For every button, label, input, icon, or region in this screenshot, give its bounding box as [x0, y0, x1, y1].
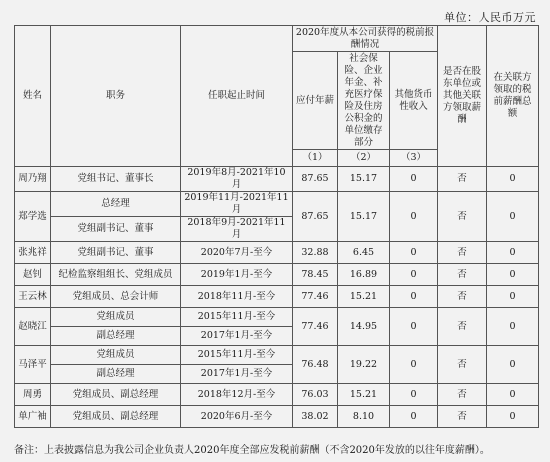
table-row [15, 242, 539, 264]
cell-term: 2019年11月-2021年11月 [181, 192, 293, 217]
header-num-2: （2） [338, 150, 390, 167]
cell-related-flag: 否 [438, 346, 487, 384]
cell-related-total: 0 [487, 264, 539, 286]
cell-other: 0 [390, 308, 438, 346]
cell-related-flag: 否 [438, 264, 487, 286]
cell-other: 0 [390, 167, 438, 192]
cell-salary: 76.48 [293, 346, 338, 384]
cell-position: 党组成员 [51, 346, 181, 365]
table-row [15, 286, 539, 308]
cell-salary: 38.02 [293, 406, 338, 428]
header-other: 其他货币性收入 [390, 52, 438, 150]
cell-salary: 78.45 [293, 264, 338, 286]
cell-social: 14.95 [338, 308, 390, 346]
cell-term: 2018年9月-2021年11月 [181, 217, 293, 242]
cell-term: 2017年1月-至今 [181, 365, 293, 384]
cell-social: 19.22 [338, 346, 390, 384]
cell-related-flag: 否 [438, 167, 487, 192]
table-row [15, 384, 539, 406]
cell-term: 2018年12月-至今 [181, 384, 293, 406]
cell-salary: 87.65 [293, 167, 338, 192]
header-name: 姓名 [15, 26, 51, 167]
header-salary: 应付年薪 [293, 52, 338, 150]
cell-position: 总经理 [51, 192, 181, 217]
cell-related-flag: 否 [438, 286, 487, 308]
cell-other: 0 [390, 384, 438, 406]
table-row [15, 308, 539, 327]
cell-name: 王云林 [15, 286, 51, 308]
cell-position: 党组书记、董事长 [51, 167, 181, 192]
cell-position: 党组成员、副总经理 [51, 384, 181, 406]
cell-salary: 77.46 [293, 308, 338, 346]
cell-name: 单广袖 [15, 406, 51, 428]
cell-name: 周勇 [15, 384, 51, 406]
cell-other: 0 [390, 192, 438, 242]
cell-social: 15.17 [338, 167, 390, 192]
cell-other: 0 [390, 264, 438, 286]
cell-related-total: 0 [487, 308, 539, 346]
cell-related-total: 0 [487, 406, 539, 428]
cell-other: 0 [390, 242, 438, 264]
cell-salary: 87.65 [293, 192, 338, 242]
table-row [15, 346, 539, 365]
cell-name: 马泽平 [15, 346, 51, 384]
cell-position: 党组成员、副总经理 [51, 406, 181, 428]
cell-other: 0 [390, 286, 438, 308]
cell-position: 纪检监察组组长、党组成员 [51, 264, 181, 286]
cell-social: 16.89 [338, 264, 390, 286]
header-social: 社会保险、企业年金、补充医疗保险及住房公积金的单位缴存部分 [338, 52, 390, 150]
cell-related-flag: 否 [438, 242, 487, 264]
cell-related-total: 0 [487, 384, 539, 406]
header-term: 任职起止时间 [181, 26, 293, 167]
cell-other: 0 [390, 406, 438, 428]
header-related-total: 在关联方领取的税前薪酬总额 [487, 26, 539, 167]
cell-related-flag: 否 [438, 384, 487, 406]
cell-salary: 32.88 [293, 242, 338, 264]
table-row [15, 167, 539, 192]
cell-related-flag: 否 [438, 308, 487, 346]
cell-name: 周乃翔 [15, 167, 51, 192]
compensation-table [14, 25, 539, 428]
cell-related-flag: 否 [438, 406, 487, 428]
cell-term: 2020年7月-至今 [181, 242, 293, 264]
cell-position: 党组副书记、董事 [51, 242, 181, 264]
unit-label: 单位：人民币万元 [444, 11, 536, 24]
cell-term: 2020年6月-至今 [181, 406, 293, 428]
header-related-flag: 是否在股东单位或其他关联方领取薪酬 [438, 26, 487, 167]
cell-term: 2015年11月-至今 [181, 308, 293, 327]
cell-name: 赵晓江 [15, 308, 51, 346]
cell-social: 8.10 [338, 406, 390, 428]
table-row [15, 264, 539, 286]
cell-position: 副总经理 [51, 365, 181, 384]
header-num-3: （3） [390, 150, 438, 167]
cell-salary: 77.46 [293, 286, 338, 308]
cell-related-total: 0 [487, 192, 539, 242]
table-body [15, 167, 539, 428]
cell-name: 张兆祥 [15, 242, 51, 264]
cell-related-total: 0 [487, 242, 539, 264]
cell-salary: 76.03 [293, 384, 338, 406]
cell-name: 郑学选 [15, 192, 51, 242]
cell-social: 15.17 [338, 192, 390, 242]
header-num-1: （1） [293, 150, 338, 167]
cell-related-total: 0 [487, 286, 539, 308]
cell-position: 党组成员、总会计师 [51, 286, 181, 308]
cell-related-total: 0 [487, 167, 539, 192]
cell-position: 党组成员 [51, 308, 181, 327]
cell-term: 2018年11月-至今 [181, 286, 293, 308]
cell-term: 2017年1月-至今 [181, 327, 293, 346]
cell-other: 0 [390, 346, 438, 384]
footnote: 备注：上表披露信息为我公司企业负责人2020年度全部应发税前薪酬（不含2020年发放的以往年度薪酬）。 [14, 445, 490, 456]
table-row [15, 192, 539, 217]
cell-term: 2019年8月-2021年10月 [181, 167, 293, 192]
cell-related-total: 0 [487, 346, 539, 384]
header-position: 职务 [51, 26, 181, 167]
cell-related-flag: 否 [438, 192, 487, 242]
table-header [15, 26, 539, 167]
header-group: 2020年度从本公司获得的税前报酬情况 [293, 26, 438, 52]
table-row [15, 406, 539, 428]
cell-social: 6.45 [338, 242, 390, 264]
cell-social: 15.21 [338, 286, 390, 308]
cell-position: 党组副书记、董事 [51, 217, 181, 242]
cell-social: 15.21 [338, 384, 390, 406]
cell-term: 2019年1月-至今 [181, 264, 293, 286]
cell-position: 副总经理 [51, 327, 181, 346]
cell-name: 赵钊 [15, 264, 51, 286]
cell-term: 2015年11月-至今 [181, 346, 293, 365]
